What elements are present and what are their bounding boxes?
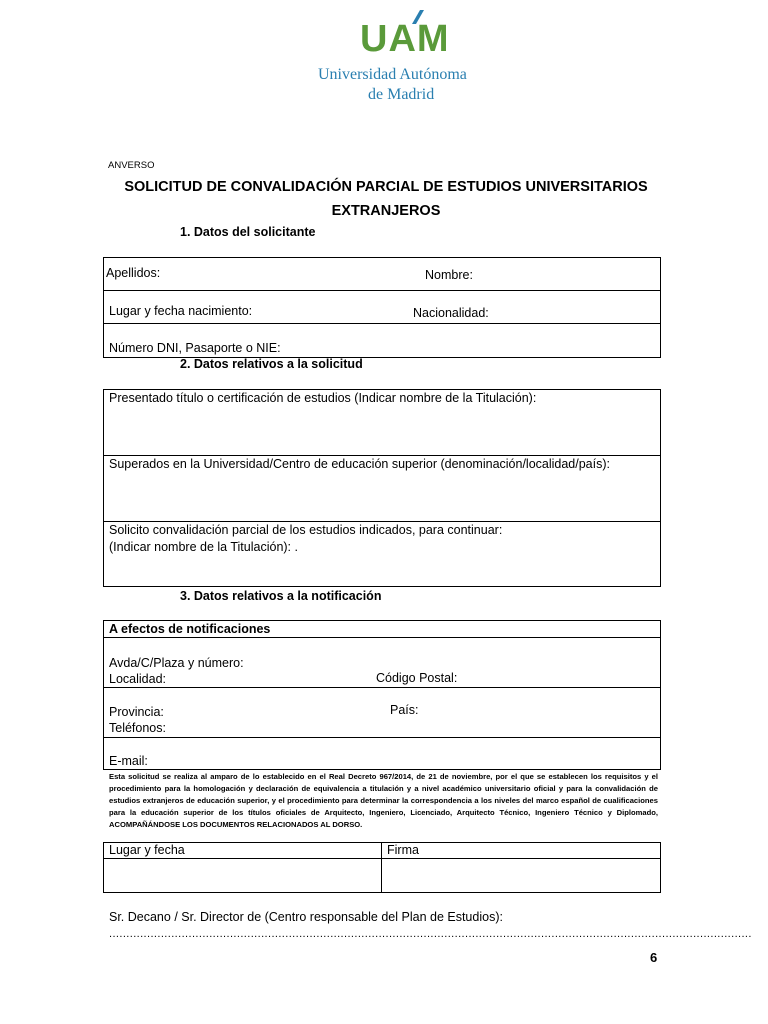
divider (103, 687, 661, 688)
nationality-field[interactable]: Nacionalidad: (413, 306, 489, 320)
form-title-line1: SOLICITUD DE CONVALIDACIÓN PARCIAL DE ESTUDIOS UNIVERSITARIOS (124, 179, 648, 195)
apellidos-field[interactable]: Apellidos: (106, 266, 161, 280)
notification-heading: A efectos de notificaciones (109, 622, 271, 636)
page-number: 6 (650, 950, 658, 965)
nombre-field[interactable]: Nombre: (425, 268, 473, 282)
place-date-label: Lugar y fecha (109, 843, 185, 857)
section-1-heading: 1. Datos del solicitante (180, 225, 316, 239)
divider (103, 323, 661, 324)
uam-logo-mark: UAM (360, 18, 450, 60)
section-3-heading: 3. Datos relativos a la notificación (180, 589, 382, 603)
request-data-table (103, 389, 661, 587)
birth-place-date-field[interactable]: Lugar y fecha nacimiento: (109, 304, 253, 318)
locality-field[interactable]: Localidad: (109, 672, 166, 686)
logo-university-name: Universidad Autónoma (318, 66, 467, 83)
signature-input[interactable] (382, 859, 660, 892)
uam-logo-accent (408, 8, 428, 26)
address-field[interactable]: Avda/C/Plaza y número: (109, 656, 244, 670)
divider (103, 637, 661, 638)
section-2-heading: 2. Datos relativos a la solicitud (180, 357, 363, 371)
form-title-line2: EXTRANJEROS (331, 203, 441, 219)
province-field[interactable]: Provincia: (109, 705, 164, 719)
continuation-field-line2: (Indicar nombre de la Titulación): . (109, 540, 298, 554)
continuation-field-line1[interactable]: Solicito convalidación parcial de los estudios indicados, para continuar: (109, 523, 503, 537)
divider (103, 290, 661, 291)
addressee-dotted-line[interactable]: .......................................................................................................................................................................................... (109, 928, 752, 940)
addressee-label: Sr. Decano / Sr. Director de (Centro responsable del Plan de Estudios): (109, 910, 503, 924)
divider (103, 455, 661, 456)
divider (103, 521, 661, 522)
postal-code-field[interactable]: Código Postal: (376, 671, 458, 685)
phones-field[interactable]: Teléfonos: (109, 721, 166, 735)
divider (103, 737, 661, 738)
legal-notice: Esta solicitud se realiza al amparo de lo establecido en el Real Decreto 967/2014, de 21 de noviembre, por el que se establecen los requisitos y el procedimiento para la homologación y declaración de equivalencia a titulación y a nivel académico universitario oficial y para la convalidación de estudios extranjeros de educación superior, y el procedimiento para determinar la correspondencia a los niveles del marco español de cualificaciones para la educación superior de los títulos oficiales de Arquitecto, Ingeniero, Licenciado, Arquitecto Técnico, Ingeniero Técnico y Diplomado, ACOMPAÑÁNDOSE LOS DOCUMENTOS RELACIONADOS AL DORSO. (109, 772, 658, 829)
title-presented-field[interactable]: Presentado título o certificación de estudios (Indicar nombre de la Titulación): (109, 391, 537, 405)
signature-label: Firma (387, 843, 419, 857)
place-date-input[interactable] (104, 859, 380, 892)
notification-data-table (103, 620, 661, 770)
anverso-label: ANVERSO (108, 160, 155, 171)
country-field[interactable]: País: (390, 703, 419, 717)
institution-field[interactable]: Superados en la Universidad/Centro de educación superior (denominación/localidad/país): (109, 457, 610, 471)
email-field[interactable]: E-mail: (109, 754, 148, 768)
id-document-field[interactable]: Número DNI, Pasaporte o NIE: (109, 341, 281, 355)
logo-university-city: de Madrid (368, 86, 435, 103)
